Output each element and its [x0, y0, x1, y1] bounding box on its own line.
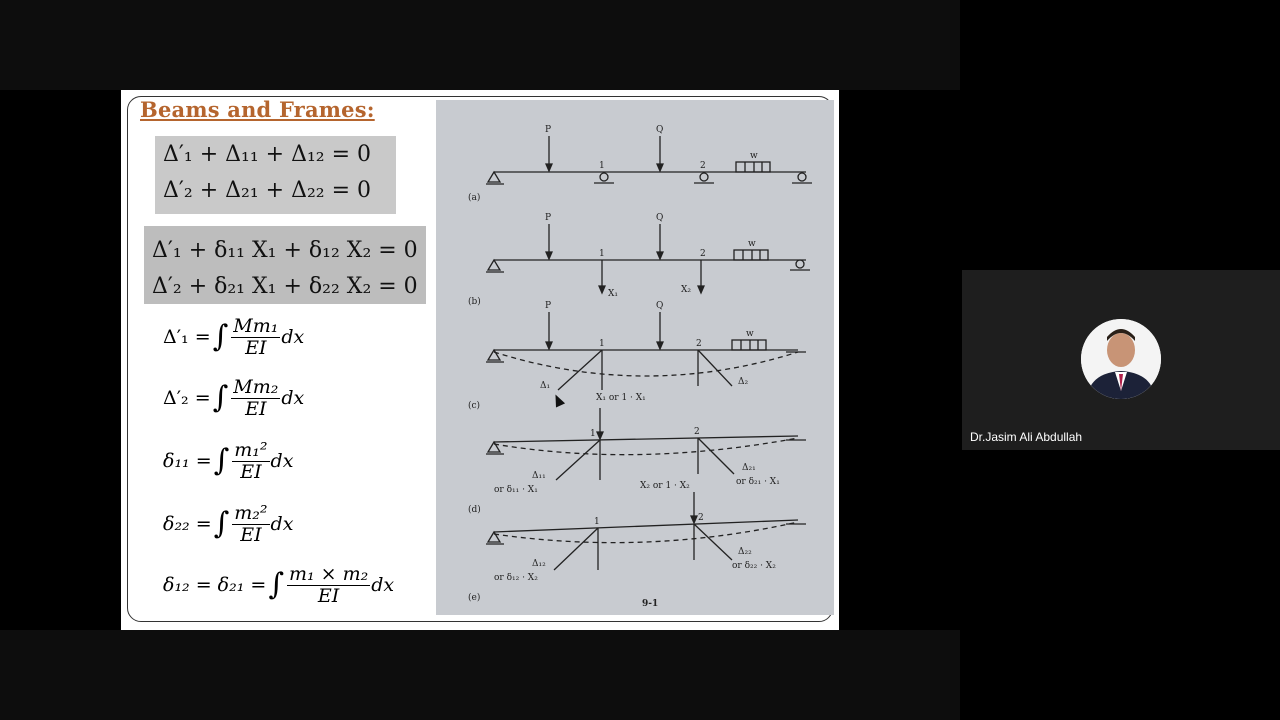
formula-lhs: Δ′₁ = [163, 326, 211, 349]
denominator: EI [245, 397, 267, 420]
support-label-2: 2 [694, 427, 700, 437]
numerator: Mm₂ [233, 376, 279, 398]
fraction [232, 503, 269, 546]
equation-line: Δ′₂ + Δ₂₁ + Δ₂₂ = 0 [163, 178, 372, 203]
integral-icon: ∫ [213, 443, 230, 479]
formula-delta11 [163, 440, 293, 483]
scanned-beam-figure [436, 100, 834, 615]
denominator: EI [240, 523, 262, 546]
numerator: m₁ × m₂ [288, 563, 369, 585]
load-label-q: Q [656, 125, 664, 135]
support-label-1: 1 [594, 517, 600, 527]
formula-lhs: δ₁₁ = [163, 450, 212, 473]
differential: dx [281, 387, 305, 410]
slide-title: Beams and Frames: [140, 97, 375, 122]
deflection-d11-or: or δ₁₁ · X₁ [494, 485, 538, 495]
support-label-1: 1 [590, 429, 596, 439]
support-label-1: 1 [599, 339, 605, 349]
deflection-d1: Δ₁ [540, 381, 551, 391]
fraction [231, 316, 280, 359]
formula-delta1 [163, 316, 304, 359]
panel-label-a: (a) [468, 193, 481, 203]
unit-load-x1: X₁ or 1 · X₁ [596, 393, 646, 403]
support-label-2: 2 [700, 249, 706, 259]
figure-number: 9-1 [642, 599, 659, 609]
participant-avatar [1081, 319, 1161, 399]
integral-icon: ∫ [212, 380, 229, 416]
numerator: m₂² [234, 502, 268, 524]
load-label-w: w [746, 329, 754, 339]
deflection-d12-or: or δ₁₂ · X₂ [494, 573, 538, 583]
support-label-1: 1 [599, 249, 605, 259]
differential: dx [270, 450, 294, 473]
load-label-p: P [545, 213, 552, 223]
differential: dx [281, 326, 305, 349]
formula-lhs: δ₂₂ = [163, 513, 212, 536]
integral-icon: ∫ [268, 567, 284, 603]
formula-delta12 [163, 564, 394, 607]
deflection-d22-or: or δ₂₂ · X₂ [732, 561, 776, 571]
flexibility-equations-box [144, 226, 426, 304]
redundant-x2: X₂ [681, 285, 692, 295]
load-label-w: w [750, 151, 758, 161]
deflection-d21-or: or δ₂₁ · X₁ [736, 477, 780, 487]
differential: dx [270, 513, 294, 536]
equation-line: Δ′₁ + Δ₁₁ + Δ₁₂ = 0 [163, 142, 372, 167]
load-label-q: Q [656, 213, 664, 223]
fraction [231, 377, 280, 420]
denominator: EI [240, 460, 262, 483]
compatibility-equations-box [155, 136, 396, 214]
beam-diagrams [436, 100, 834, 615]
integral-icon: ∫ [213, 506, 230, 542]
differential: dx [371, 574, 395, 597]
top-letterbox [0, 0, 960, 90]
shared-slide [121, 90, 839, 630]
load-label-w: w [748, 239, 756, 249]
deflection-d22: Δ₂₂ [738, 547, 752, 557]
support-label-1: 1 [599, 161, 605, 171]
panel-label-b: (b) [468, 297, 481, 307]
fraction [232, 440, 269, 483]
formula-lhs: Δ′₂ = [163, 387, 211, 410]
numerator: m₁² [234, 439, 268, 461]
panel-label-e: (e) [468, 593, 481, 603]
redundant-x1: X₁ [608, 289, 619, 299]
panel-label-d: (d) [468, 505, 481, 515]
deflection-d21: Δ₂₁ [742, 463, 756, 473]
denominator: EI [245, 336, 267, 359]
deflection-d2: Δ₂ [738, 377, 749, 387]
formula-delta2 [163, 377, 304, 420]
participant-video-tile[interactable] [962, 270, 1280, 450]
support-label-2: 2 [700, 161, 706, 171]
formula-delta22 [163, 503, 293, 546]
load-label-p: P [545, 301, 552, 311]
person-icon [1081, 319, 1161, 399]
participant-name: Dr.Jasim Ali Abdullah [970, 430, 1083, 444]
load-label-p: P [545, 125, 552, 135]
deflection-d12: Δ₁₂ [532, 559, 546, 569]
equation-line: Δ′₁ + δ₁₁ X₁ + δ₁₂ X₂ = 0 [152, 238, 418, 263]
support-label-2: 2 [698, 513, 704, 523]
formula-lhs: δ₁₂ = δ₂₁ = [163, 574, 267, 597]
fraction [287, 564, 370, 607]
support-label-2: 2 [696, 339, 702, 349]
integral-icon: ∫ [212, 319, 229, 355]
load-label-q: Q [656, 301, 664, 311]
deflection-d11: Δ₁₁ [532, 471, 546, 481]
panel-label-c: (c) [468, 401, 481, 411]
numerator: Mm₁ [233, 315, 279, 337]
bottom-letterbox [0, 630, 960, 720]
unit-load-x2: X₂ or 1 · X₂ [640, 481, 690, 491]
denominator: EI [317, 584, 340, 607]
equation-line: Δ′₂ + δ₂₁ X₁ + δ₂₂ X₂ = 0 [152, 274, 418, 299]
